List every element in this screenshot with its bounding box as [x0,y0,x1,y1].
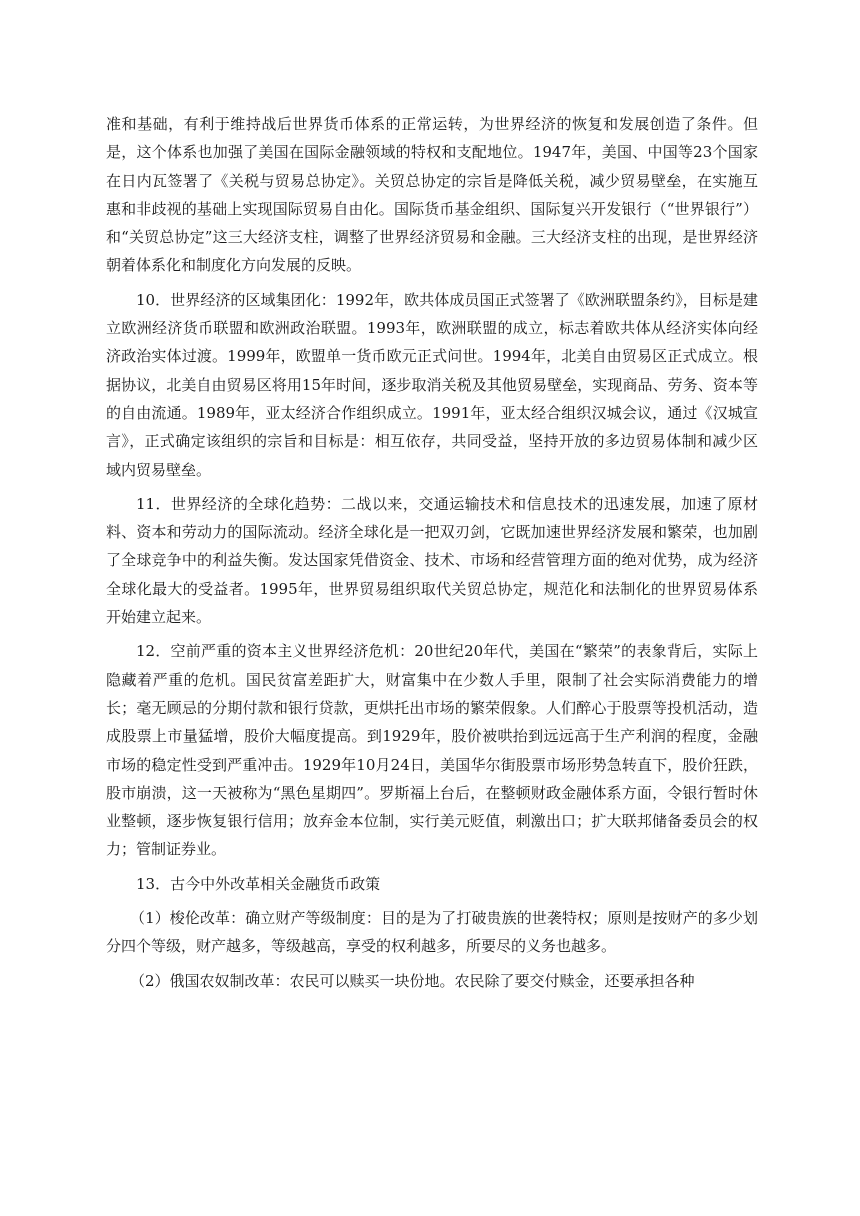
paragraph-13-2-russian-serf-reform: （2）俄国农奴制改革：农民可以赎买一块份地。农民除了要交付赎金，还要承担各种 [130,971,695,990]
paragraph-12-economic-crisis: 12．空前严重的资本主义世界经济危机：20世纪20年代，美国在“繁荣”的表象背后，实际上隐藏着严重的危机。国民贫富差距扩大，财富集中在少数人手里，限制了社会实际消费能力的增长；毫无顾忌的分期付款和银行贷款，更烘托出市场的繁荣假象。人们醉心于股票等投机活动，造成股票上市量猛增，股价大幅度提高。到1929年，股价被哄抬到远远高于生产利润的程度，金融市场的稳定性受到严重冲击。1929年10月24日，美国华尔街股票市场形势急转直下，股价狂跌，股市崩溃，这一天被称为“黑色星期四”。罗斯福上台后，在整顿财政金融体系方面，令银行暂时休业整顿，逐步恢复银行信用；放弃金本位制，实行美元贬值，刺激出口；扩大联邦储备委员会的权力；管制证券业。 [106,642,758,859]
paragraph-11-globalization: 11．世界经济的全球化趋势：二战以来，交通运输技术和信息技术的迅速发展，加速了原材料、资本和劳动力的国际流动。经济全球化是一把双刃剑，它既加速世界经济发展和繁荣，也加剧了全球竞争中的利益失衡。发达国家凭借资金、技术、市场和经营管理方面的绝对优势，成为经济全球化最大的受益者。1995年，世界贸易组织取代关贸总协定，规范化和法制化的世界贸易体系开始建立起来。 [106,494,758,627]
document-page [106,110,758,1001]
paragraph-continued: 准和基础，有利于维持战后世界货币体系的正常运转，为世界经济的恢复和发展创造了条件。但是，这个体系也加强了美国在国际金融领域的特权和支配地位。1947年，美国、中国等23个国家在日内瓦签署了《关税与贸易总协定》。关贸总协定的宗旨是降低关税，减少贸易壁垒，在实施互惠和非歧视的基础上实现国际贸易自由化。国际货币基金组织、国际复兴开发银行（“世界银行”）和“关贸总协定”这三大经济支柱，调整了世界经济贸易和金融。三大经济支柱的出现，是世界经济朝着体系化和制度化方向发展的反映。 [106,115,758,275]
paragraph-10-regional-integration: 10．世界经济的区域集团化：1992年，欧共体成员国正式签署了《欧洲联盟条约》，目标是建立欧洲经济货币联盟和欧洲政治联盟。1993年，欧洲联盟的成立，标志着欧共体从经济实体向经济政治实体过渡。1999年，欧盟单一货币欧元正式问世。1994年，北美自由贸易区正式成立。根据协议，北美自由贸易区将用15年时间，逐步取消关税及其他贸易壁垒，实现商品、劳务、资本等的自由流通。1989年，亚太经济合作组织成立。1991年，亚太经合组织汉城会议，通过《汉城宣言》，正式确定该组织的宗旨和目标是：相互依存，共同受益，坚持开放的多边贸易体制和减少区域内贸易壁垒。 [106,290,758,479]
paragraph-13-1-solon-reform: （1）梭伦改革：确立财产等级制度：目的是为了打破贵族的世袭特权；原则是按财产的多少划分四个等级，财产越多，等级越高，享受的权利越多，所要尽的义务也越多。 [106,909,758,956]
paragraph-13-heading: 13．古今中外改革相关金融货币政策 [136,874,381,893]
